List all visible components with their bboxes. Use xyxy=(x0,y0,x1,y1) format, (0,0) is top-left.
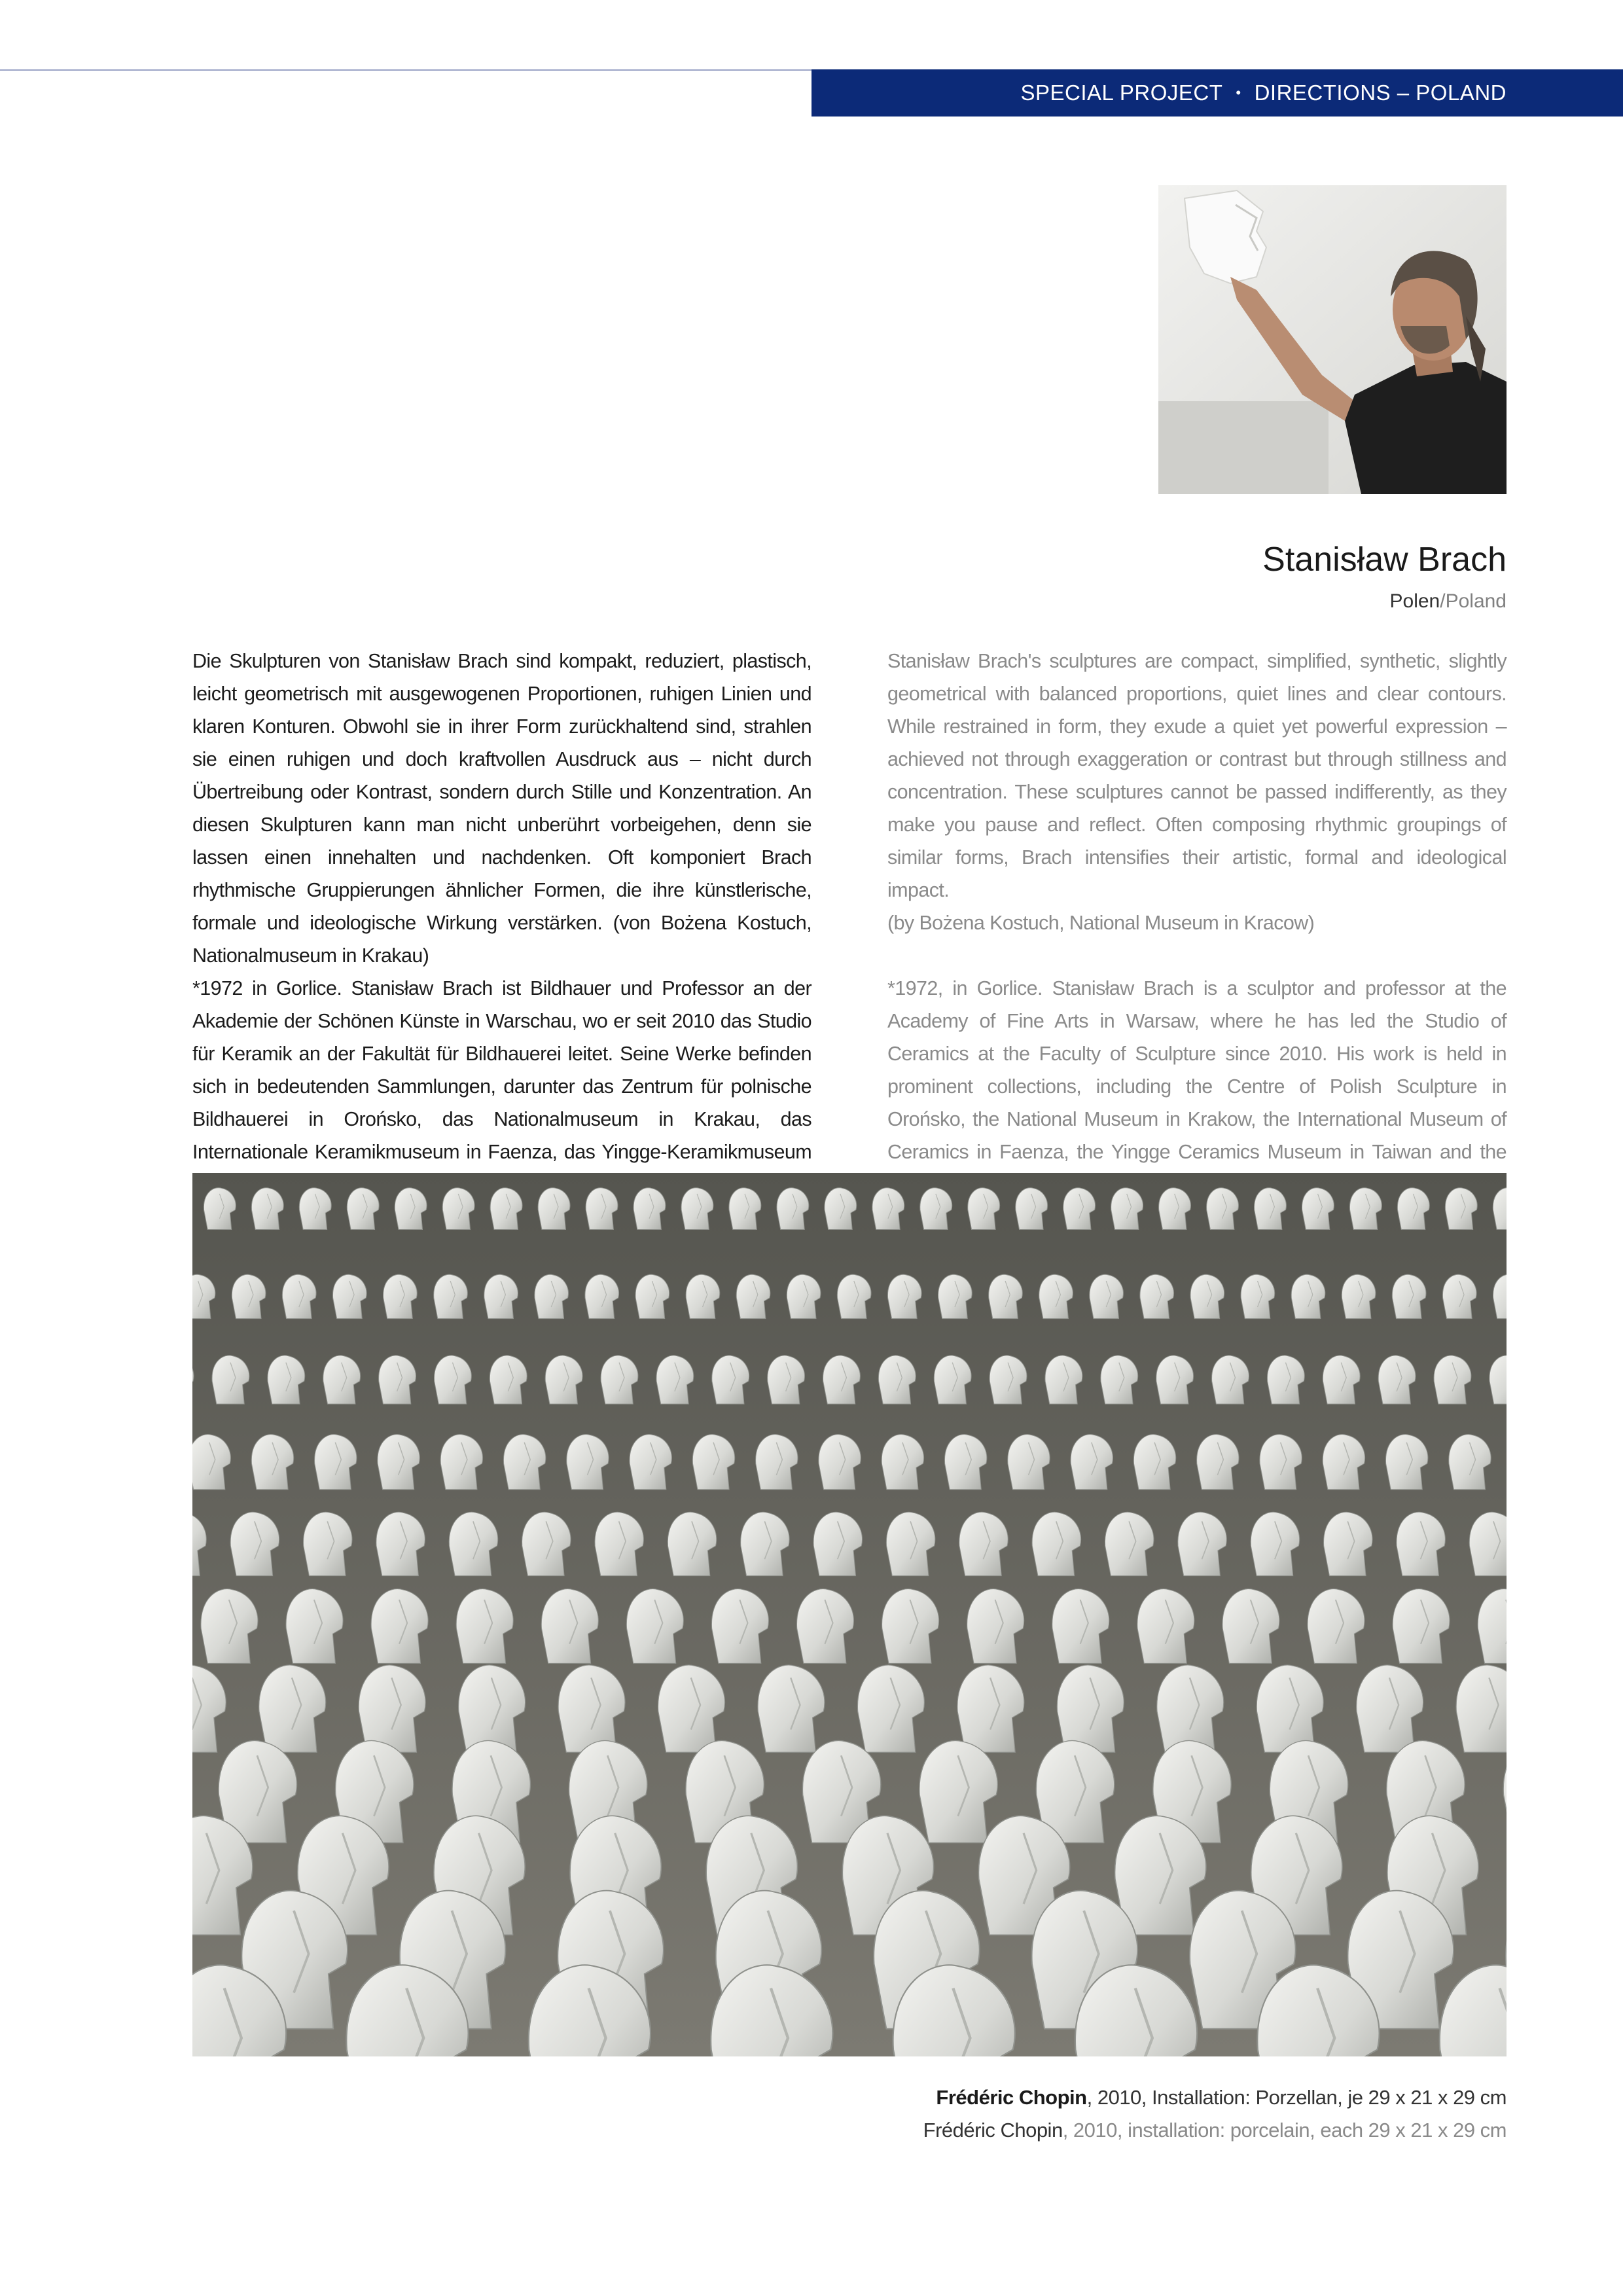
english-text-column xyxy=(887,645,1507,1201)
subsection-label: DIRECTIONS – POLAND xyxy=(1254,81,1507,105)
header-rule xyxy=(0,69,812,71)
paragraph-spacer xyxy=(887,939,1507,972)
english-description-paragraph: Stanisław Brach's sculptures are compact, simplified, synthetic, slightly geometrical with balanced proportions, quiet lines and clear contours. While restrained in form, they exude a quiet yet powerful expression – achieved not through exaggeration or contrast but through stillness and concentration. These sculptures cannot be passed indifferently, as they make you pause and reflect. Often composing rhythmic groupings of similar forms, Brach intensifies their artistic, formal and ideological impact. xyxy=(887,650,1507,901)
caption-english-title: Frédéric Chopin xyxy=(923,2119,1063,2142)
caption-german-title: Frédéric Chopin xyxy=(936,2086,1087,2109)
caption-german xyxy=(936,2086,1507,2109)
german-biography-paragraph: *1972 in Gorlice. Stanisław Brach ist Bildhauer und Professor an der Akademie der Schönen Künste in Warschau, wo er seit 2010 das Studio für Keramik an der Fakultät für Bildhauerei leitet. Seine Werke befinden sich in bedeutenden Sammlungen, darunter das Zentrum für polnische Bildhauerei in Orońsko, das Nationalmuseum in Krakau, das Internationale Keramikmuseum in Faenza, das Yingge-Keramikmuseum xyxy=(192,977,812,1163)
english-biography-text: *1972, in Gorlice. Stanisław Brach is a sculptor and professor at the Academy of Fine Arts in Warsaw, where he has led the Studio of Ceramics at the Faculty of Sculpture since 2010. His work is held in prominent collections, including the Centre of Polish Sculpture in Orońsko, the National Museum in Krakow, the International Museum of Ceramics in Faenza, the Yingge Ceramics Museum in Taiwan and the xyxy=(887,977,1507,1163)
caption-english xyxy=(923,2119,1507,2142)
caption-english-details: , 2010, installation: porcelain, each 29 x 21 x 29 cm xyxy=(1062,2119,1507,2142)
country-separator: / xyxy=(1440,590,1446,612)
english-biography-paragraph xyxy=(887,972,1507,1201)
porcelain-head-sculpture xyxy=(1456,1665,1507,1752)
artist-name: Stanisław Brach xyxy=(1262,541,1507,579)
german-text-column xyxy=(192,645,812,1201)
country-german: Polen xyxy=(1389,590,1440,612)
installation-photo xyxy=(192,1173,1507,2056)
german-description-paragraph: Die Skulpturen von Stanisław Brach sind kompakt, reduziert, plastisch, leicht geometrisch mit ausgewogenen Proportionen, ruhigen Linien und klaren Konturen. Obwohl sie in ihrer Form zurückhaltend sind, strahlen sie einen ruhigen und doch kraftvollen Ausdruck aus – nicht durch Übertreibung oder Kontrast, sondern durch Stille und Konzentration. An diesen Skulpturen kann man nicht unberührt vorbeigehen, denn sie lassen einen innehalten und nachdenken. Oft komponiert Brach rhythmische Gruppierungen ähnlicher Formen, die ihre künstlerische, formale und ideologische Wirkung verstärken. (von Bożena Kostuch, Nationalmuseum in Krakau) xyxy=(192,650,812,967)
country-english: Poland xyxy=(1445,590,1507,612)
porcelain-head-sculpture xyxy=(1469,1512,1507,1575)
artist-country xyxy=(1390,590,1507,613)
section-header xyxy=(812,69,1623,117)
caption-german-details: , 2010, Installation: Porzellan, je 29 x 21 x 29 cm xyxy=(1086,2086,1507,2109)
header-separator-dot: • xyxy=(1236,84,1241,101)
english-description-credit: (by Bożena Kostuch, National Museum in Kracow) xyxy=(887,912,1315,934)
section-label: SPECIAL PROJECT xyxy=(1020,81,1223,105)
artist-portrait-photo xyxy=(1158,185,1507,494)
